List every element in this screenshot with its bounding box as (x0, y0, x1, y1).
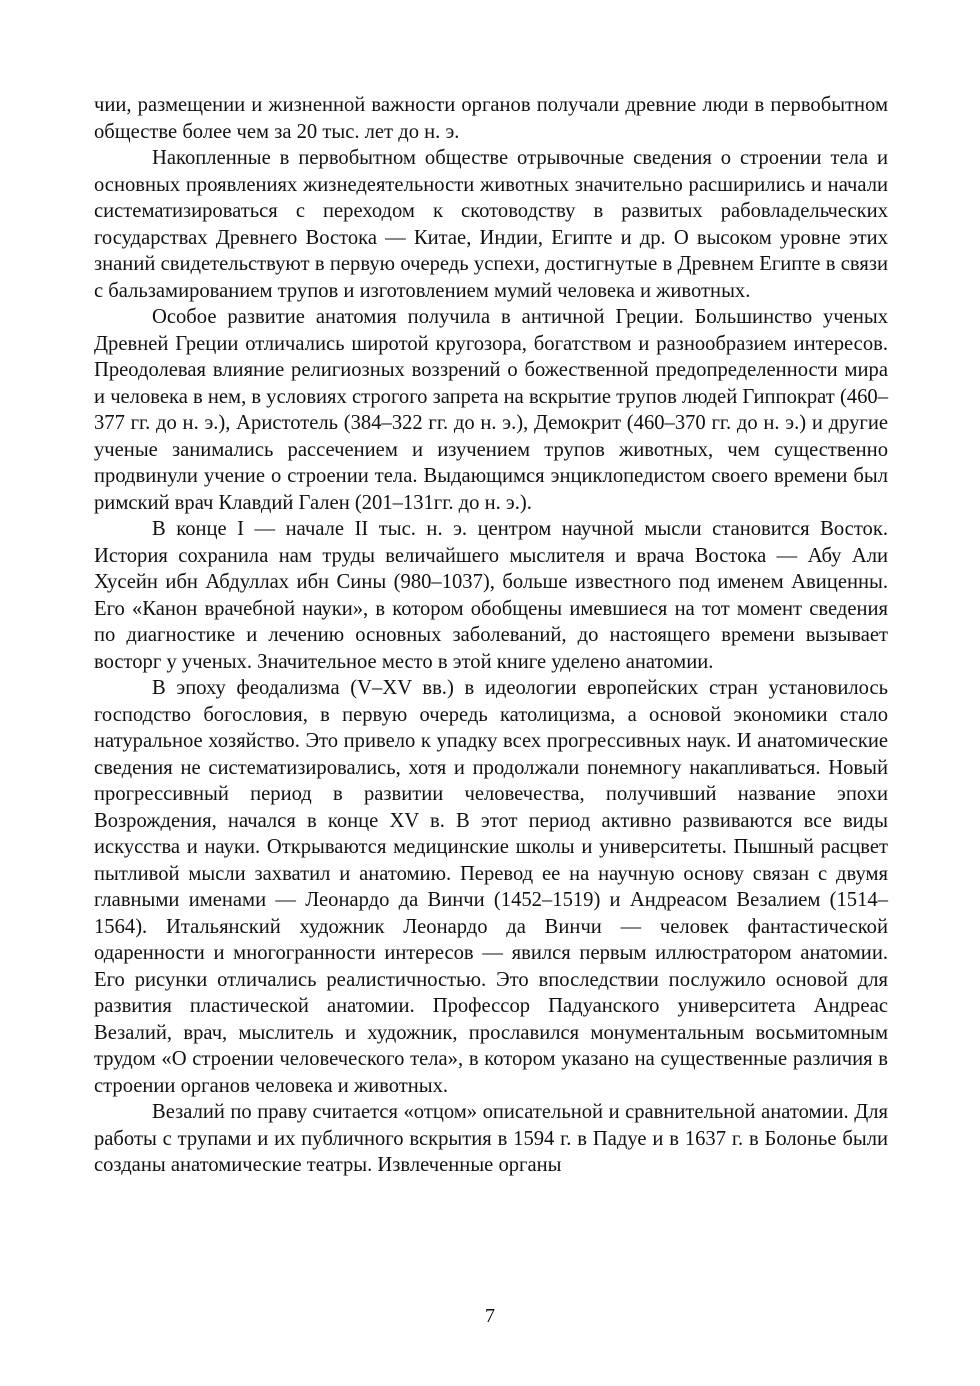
body-text (94, 92, 888, 1179)
paragraph-east-avicenna: В конце I — начале II тыс. н. э. центром научной мысли становится Восток. История сохранила нам труды величайшего мыслителя и врача Востока — Абу Али Хусейн ибн Абдуллах ибн Сины (980–1037), больше известного под именем Авиценны. Его «Канон врачебной науки», в котором обобщены имевшиеся на тот момент сведения по диагностике и лечению основных заболеваний, до настоящего времени вызывает восторг у ученых. Значительное место в этой книге уделено анатомии. (94, 518, 888, 673)
paragraph-primitive-society: Накопленные в первобытном обществе отрывочные сведения о строении тела и основных проявлениях жизнедеятельности животных значительно расширились и начали систематизироваться с переходом к скотоводству в развитых рабовладельческих государствах Древнего Востока — Китае, Индии, Египте и др. О высоком уровне этих знаний свидетельствуют в первую очередь успехи, достигнутые в Древнем Египте в связи с бальзамированием трупов и изготовлением мумий человека и животных. (94, 147, 888, 302)
paragraph-vesalius: Везалий по праву считается «отцом» описательной и сравнительной анатомии. Для работы с трупами и их публичного вскрытия в 1594 г. в Падуе и в 1637 г. в Болонье были созданы анатомические театры. Извлеченные органы (94, 1101, 888, 1176)
page-number: 7 (485, 1305, 495, 1327)
paragraph-feudalism-renaissance: В эпоху феодализма (V–XV вв.) в идеологии европейских стран установилось господство богословия, в первую очередь католицизма, а основой экономики стало натуральное хозяйство. Это привело к упадку всех прогрессивных наук. И анатомические сведения не систематизировались, хотя и продолжали понемногу накапливаться. Новый прогрессивный период в развитии человечества, получивший название эпохи Возрождения, начался в конце XV в. В этот период активно развиваются все виды искусства и науки. Открываются медицинские школы и университеты. Пышный расцвет пытливой мысли захватил и анатомию. Перевод ее на научную основу связан с двумя главными именами — Леонардо да Винчи (1452–1519) и Андреасом Везалием (1514–1564). Итальянский художник Леонардо да Винчи — человек фантастической одаренности и многогранности интересов — явился первым иллюстратором анатомии. Его рисунки отличались реалистичностью. Это впоследствии послужило основой для развития пластической анатомии. Профессор Падуанского университета Андреас Везалий, врач, мыслитель и художник, прославился монументальным восьмитомным трудом «О строении человеческого тела», в котором указано на существенные различия в строении органов человека и животных. (94, 677, 888, 1097)
paragraph-ancient-greece: Особое развитие анатомия получила в античной Греции. Большинство ученых Древней Греции отличались широтой кругозора, богатством и разнообразием интересов. Преодолевая влияние религиозных воззрений о божественной предопределенности мира и человека в нем, в условиях строгого запрета на вскрытие трупов людей Гиппократ (460–377 гг. до н. э.), Аристотель (384–322 гг. до н. э.), Демокрит (460–370 гг. до н. э.) и другие ученые занимались рассечением и изучением трупов животных, чем существенно продвинули учение о строении тела. Выдающимся энциклопедистом своего времени был римский врач Клавдий Гален (201–131гг. до н. э.). (94, 306, 888, 514)
paragraph-continuation: чии, размещении и жизненной важности органов получали древние люди в первобытном обществе более чем за 20 тыс. лет до н. э. (94, 94, 888, 143)
